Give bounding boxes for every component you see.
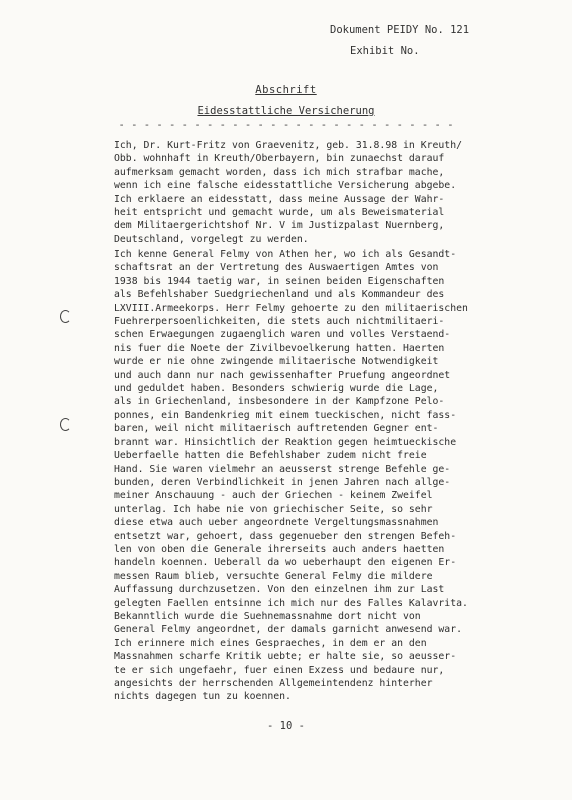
text-line: Ich, Dr. Kurt-Fritz von Graevenitz, geb. 31.8.98 in Kreuth/: [114, 140, 462, 151]
page-number: - 10 -: [267, 720, 305, 732]
text-line: te er sich ungefaehr, fuer einen Exzess und bedaure nur,: [114, 664, 445, 676]
document-id: Dokument PEIDY No. 121: [330, 24, 470, 36]
document-heading: Abschrift: [255, 84, 317, 96]
text-line: LXVIII.Armeekorps. Herr Felmy gehoerte zu den militaerischen: [114, 302, 468, 314]
text-line: nis fuer die Noete der Zivilbevoelkerung hatten. Haerten: [114, 342, 445, 354]
text-line: messen Raum blieb, versuchte General Felmy die mildere: [114, 570, 433, 582]
text-line: baren, weil nicht militaerisch auftretenden Gegner ent-: [114, 423, 439, 435]
text-line: Massnahmen scharfe Kritik uebte; er halte sie, so aeusser-: [114, 651, 457, 663]
heading-rule: - - - - - - - - - - - - - - - - - - - - - - - - - - -: [118, 119, 454, 131]
text-line: wenn ich eine falsche eidesstattliche Versicherung abgebe.: [114, 180, 457, 192]
text-line: Ich kenne General Felmy von Athen her, wo ich als Gesandt-: [114, 249, 457, 260]
text-line: Ich erinnere mich eines Gespraeches, in dem er an den: [114, 637, 427, 649]
text-line: wurde er nie ohne zwingende militaerische Notwendigkeit: [114, 356, 439, 368]
text-line: handeln koennen. Ueberall da wo ueberhaupt den eigenen Er-: [114, 557, 457, 569]
text-line: diese etwa auch ueber angeordnete Vergeltungsmassnahmen: [114, 517, 439, 529]
punch-hole-mark: [60, 310, 71, 323]
text-line: als Befehlshaber Suedgriechenland und als Kommandeur des: [114, 289, 445, 301]
text-line: schen Erwaegungen zugaenglich waren und volles Verstaend-: [114, 329, 451, 341]
text-line: und auch dann nur nach gewissenhafter Pruefung angeordnet: [114, 369, 451, 381]
text-line: angesichts der herrschenden Allgemeintendenz hinterher: [114, 678, 433, 689]
text-line: heit entspricht und gemacht wurde, um als Beweismaterial: [114, 207, 445, 219]
text-line: als in Griechenland, insbesondere in der Kampfzone Pelo-: [114, 396, 445, 408]
text-line: Fuehrerpersoenlichkeiten, die stets auch nichtmilitaeri-: [114, 316, 445, 328]
text-line: schaftsrat an der Vertretung des Auswaertigen Amtes von: [114, 262, 439, 274]
text-line: aufmerksam gemacht worden, dass ich mich strafbar mache,: [114, 166, 445, 178]
text-line: brannt war. Hinsichtlich der Reaktion gegen heimtueckische: [114, 436, 457, 448]
text-line: Bekanntlich wurde die Suehnemassnahme dort nicht von: [114, 610, 421, 622]
text-line: bunden, deren Verbindlichkeit in jenen Jahren nach allge-: [114, 476, 451, 488]
text-line: Deutschland, vorgelegt zu werden.: [114, 233, 309, 245]
text-line: len von oben die Generale ihrerseits auch anders haetten: [114, 543, 445, 555]
text-line: Ueberfaelle hatten die Befehlshaber zudem nicht freie: [114, 450, 427, 462]
exhibit-number: Exhibit No.: [350, 45, 420, 57]
text-line: 1938 bis 1944 taetig war, in seinen beiden Eigenschaften: [114, 275, 445, 287]
text-line: entsetzt war, gehoert, dass gegenueber den strengen Befeh-: [114, 530, 457, 542]
paragraph-statement: [114, 248, 550, 704]
text-line: und geduldet haben. Besonders schwierig wurde die Lage,: [114, 383, 439, 395]
text-line: Hand. Sie waren vielmehr an aeusserst strenge Befehle ge-: [114, 463, 451, 475]
paragraph-oath: [114, 139, 550, 246]
document-subheading: Eidesstattliche Versicherung: [197, 105, 375, 117]
text-line: Obb. wohnhaft in Kreuth/Oberbayern, bin zunaechst darauf: [114, 153, 445, 165]
punch-hole-mark: [60, 418, 71, 431]
text-line: Auffassung durchzusetzen. Von den einzelnen ihm zur Last: [114, 584, 445, 596]
text-line: dem Militaergerichtshof Nr. V im Justizpalast Nuernberg,: [114, 220, 445, 232]
text-line: ponnes, ein Bandenkrieg mit einem tueckischen, nicht fass-: [114, 409, 457, 421]
text-line: Ich erklaere an eidesstatt, dass meine Aussage der Wahr-: [114, 193, 445, 205]
text-line: gelegten Faellen entsinne ich mich nur des Falles Kalavrita.: [114, 597, 468, 609]
text-line: General Felmy angeordnet, der damals garnicht anwesend war.: [114, 624, 462, 636]
text-line: nichts dagegen tun zu koennen.: [114, 691, 291, 703]
text-line: meiner Anschauung - auch der Griechen - keinem Zweifel: [114, 490, 433, 502]
text-line: unterlag. Ich habe nie von griechischer Seite, so sehr: [114, 503, 433, 515]
